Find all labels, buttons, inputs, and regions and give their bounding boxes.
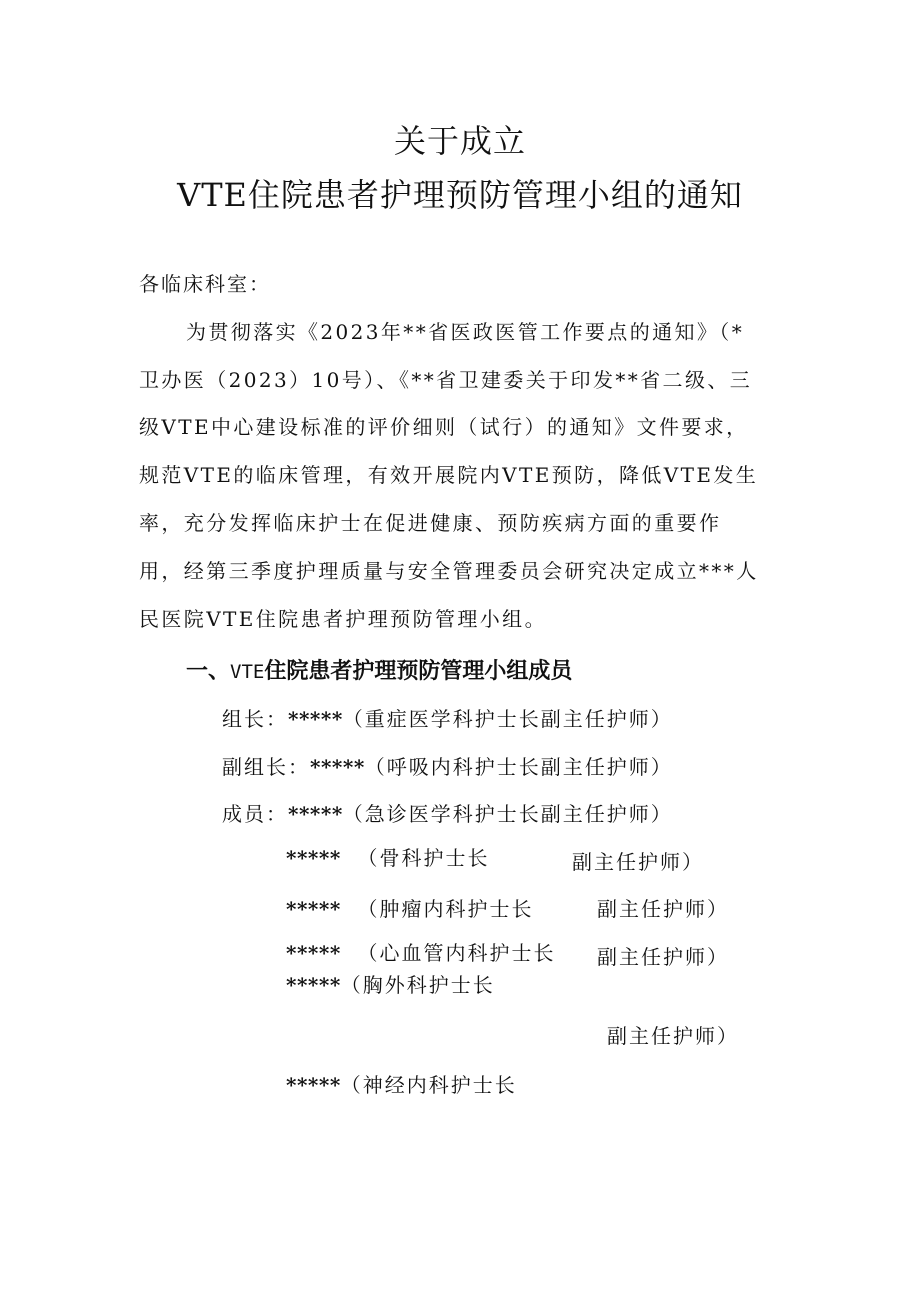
salutation: 各临床科室： (139, 272, 271, 296)
section-heading-text: 住院患者护理预防管理小组成员 (264, 659, 573, 684)
document-title-line-2: VTE住院患者护理预防管理小组的通知 (177, 176, 743, 214)
body-line-1: 为贯彻落实《2023年**省医政医管工作要点的通知》（* (186, 320, 745, 344)
body-line-3: 级VTE中心建设标准的评价细则（试行）的通知》文件要求， (139, 415, 749, 439)
document-title-line-1: 关于成立 (393, 122, 526, 160)
members-line-1 (222, 798, 673, 827)
member-desc: （神经内科护士长 (340, 1073, 517, 1097)
member-name: ***** (286, 846, 341, 870)
member-title-4: 副主任护师） (597, 945, 729, 969)
leader-role: 组长： (222, 707, 288, 731)
leader-desc: （重症医学科护士长副主任护师） (342, 707, 673, 731)
leader-line (222, 703, 673, 732)
deputy-name: ***** (310, 755, 365, 779)
member-title-5: 副主任护师） (607, 1024, 739, 1048)
member-row-6 (286, 1069, 517, 1098)
body-line-4: 规范VTE的临床管理，有效开展院内VTE预防，降低VTE发生 (139, 463, 759, 487)
deputy-desc: （呼吸内科护士长副主任护师） (364, 755, 673, 779)
body-line-7: 民医院VTE住院患者护理预防管理小组。 (139, 607, 547, 631)
leader-name: ***** (288, 707, 343, 731)
deputy-role: 副组长： (222, 755, 310, 779)
body-line-5: 率，充分发挥临床护士在促进健康、预防疾病方面的重要作 (139, 511, 722, 535)
member-name: ***** (286, 941, 341, 965)
member-row-4 (286, 937, 556, 966)
members-label: 成员： (222, 802, 288, 826)
section-vte-label: VTE (230, 661, 265, 683)
member-title-3: 副主任护师） (597, 897, 729, 921)
member-desc: （急诊医学科护士长副主任护师） (342, 802, 673, 826)
member-name: ***** (286, 897, 341, 921)
member-row-2 (286, 842, 490, 871)
member-desc: （胸外科护士长 (340, 973, 495, 997)
member-row-3 (286, 893, 534, 922)
member-row-5 (286, 969, 495, 998)
section-heading (186, 654, 572, 685)
member-desc: （骨科护士长 (357, 846, 490, 870)
body-line-6: 用，经第三季度护理质量与安全管理委员会研究决定成立***人 (139, 559, 759, 583)
deputy-line (222, 751, 673, 780)
member-title-2: 副主任护师） (572, 850, 704, 874)
member-name: ***** (286, 973, 341, 997)
section-number: 一、 (186, 659, 231, 684)
body-line-2: 卫办医（2023）10号）、《**省卫建委关于印发**省二级、三 (139, 368, 753, 392)
member-desc: （心血管内科护士长 (357, 941, 556, 965)
member-name: ***** (288, 802, 343, 826)
member-desc: （肿瘤内科护士长 (357, 897, 534, 921)
member-name: ***** (286, 1073, 341, 1097)
